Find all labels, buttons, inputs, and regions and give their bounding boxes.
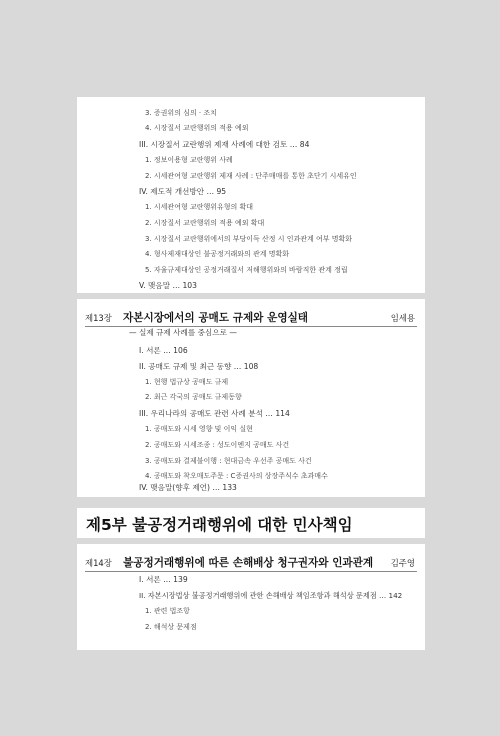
toc-entry: 2. 최근 각국의 공매도 규제동향 bbox=[145, 393, 242, 401]
chapter-title: 불공정거래행위에 따른 손해배상 청구권자와 인과관계 bbox=[123, 557, 374, 569]
chapter-author: 임세용 bbox=[390, 313, 415, 323]
toc-entry: IV. 제도적 개선방안 … 95 bbox=[139, 187, 227, 196]
chapter-number: 제13장 bbox=[85, 313, 112, 323]
toc-entry: 1. 정보이용형 교란행위 사례 bbox=[145, 156, 233, 164]
toc-entry: 1. 현행 법규상 공매도 규제 bbox=[145, 378, 229, 386]
toc-entry: 2. 해석상 문제점 bbox=[145, 623, 197, 631]
toc-entry: 3. 공매도와 결제불이행 : 현대금속 우선주 공매도 사건 bbox=[145, 457, 312, 465]
toc-entry: 4. 시장질서 교란행위의 적용 예외 bbox=[145, 124, 249, 132]
toc-entry: 2. 시세관여형 교란행위 제재 사례 : 단주매매를 통한 초단기 시세유인 bbox=[145, 172, 357, 180]
chapter-13-section bbox=[77, 299, 425, 497]
toc-entry: 1. 공매도와 시세 영향 및 이익 실현 bbox=[145, 425, 253, 433]
toc-entry: III. 우리나라의 공매도 관련 사례 분석 … 114 bbox=[139, 409, 290, 418]
toc-entry: 4. 공매도와 착오매도주문 : C증권사의 상장주식수 초과매수 bbox=[145, 472, 328, 480]
toc-entry: IV. 맺음말(향후 제언) … 133 bbox=[139, 483, 237, 492]
chapter-author: 김주영 bbox=[390, 558, 415, 568]
toc-entry: 1. 관련 법조항 bbox=[145, 607, 190, 615]
toc-block-continued bbox=[77, 97, 425, 293]
toc-entry: II. 자본시장법상 불공정거래행위에 관한 손해배상 책임조항과 해석상 문제점 … 142 bbox=[139, 591, 403, 600]
toc-entry: 2. 공매도와 시세조종 : 성도이엔지 공매도 사건 bbox=[145, 441, 290, 449]
chapter-title: 자본시장에서의 공매도 규제와 운영실태 bbox=[123, 312, 309, 324]
toc-entry: 3. 시장질서 교란행위에서의 부당이득 산정 시 인과관계 여부 명확화 bbox=[145, 235, 353, 243]
toc-entry: 4. 형사제재대상인 불공정거래와의 관계 명확화 bbox=[145, 250, 290, 258]
part-title: 제5부 불공정거래행위에 대한 민사책임 bbox=[86, 516, 353, 534]
part-5-banner bbox=[77, 508, 425, 538]
toc-entry: 2. 시장질서 교란행위의 적용 예외 확대 bbox=[145, 219, 265, 227]
chapter-14-section bbox=[77, 544, 425, 650]
toc-entry: II. 공매도 규제 및 최근 동향 … 108 bbox=[139, 362, 259, 371]
toc-entry: I. 서론 … 139 bbox=[139, 575, 188, 584]
toc-entry: 3. 증권위의 심의 · 조치 bbox=[145, 109, 217, 117]
toc-entry: V. 맺음말 … 103 bbox=[139, 281, 197, 290]
chapter-divider bbox=[85, 571, 417, 572]
toc-entry: 1. 시세관여형 교란행위유형의 확대 bbox=[145, 203, 254, 211]
toc-entry: I. 서론 … 106 bbox=[139, 346, 188, 355]
chapter-subtitle: — 실제 규제 사례를 중심으로 — bbox=[129, 328, 237, 337]
toc-entry: III. 시장질서 교란행위 제재 사례에 대한 검토 … 84 bbox=[139, 140, 310, 149]
toc-entry: 5. 자율규제대상인 공정거래질서 저해행위와의 바람직한 관계 정립 bbox=[145, 266, 348, 274]
chapter-number: 제14장 bbox=[85, 558, 112, 568]
